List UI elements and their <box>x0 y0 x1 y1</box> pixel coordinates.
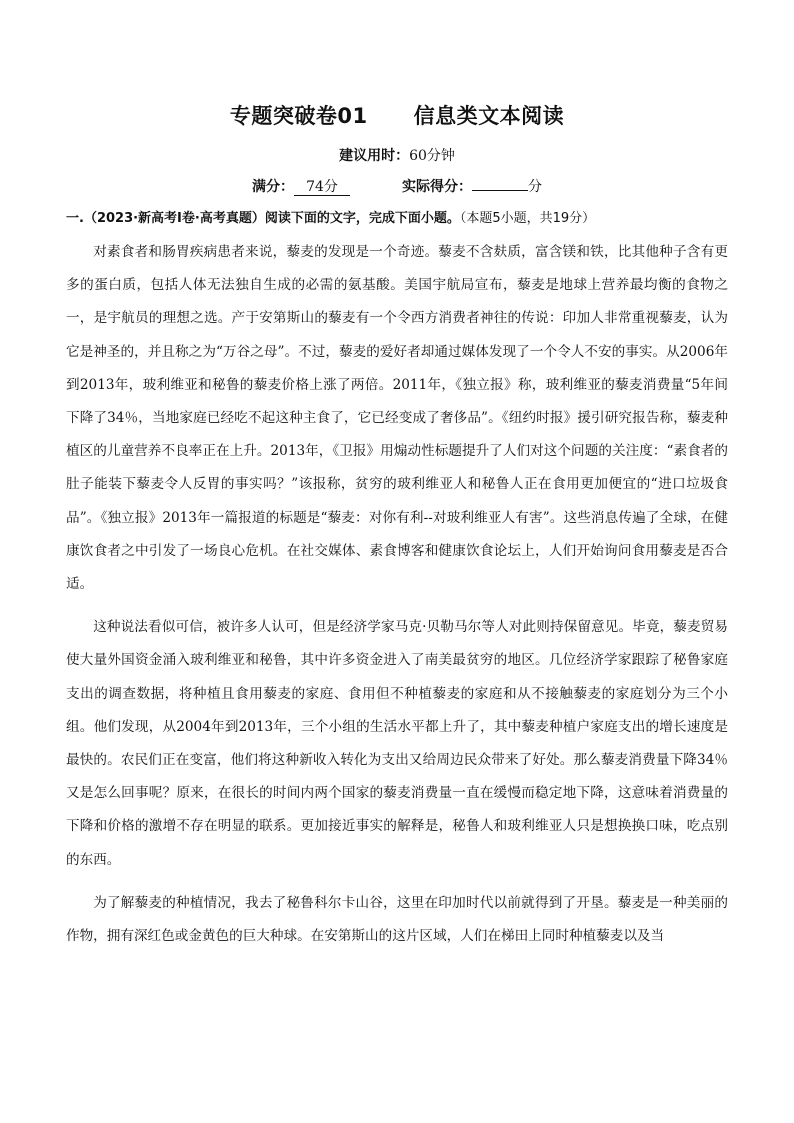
full-score-value: 74分 <box>294 179 350 196</box>
suggest-label: 建议用时： <box>339 148 410 164</box>
actual-score-unit: 分 <box>528 179 542 195</box>
actual-score-field[interactable] <box>472 190 528 191</box>
suggest-value: 60分钟 <box>409 148 455 164</box>
suggested-time <box>0 145 794 165</box>
paragraph-3: 为了解藜麦的种植情况，我去了秘鲁科尔卡山谷，这里在印加时代以前就得到了开垦。藜麦是一种美丽的作物，拥有深红色或金黄色的巨大种球。在安第斯山的这片区域，人们在梯田上同时种植藜麦以及当 <box>66 894 728 945</box>
full-score-label: 满分： <box>252 179 294 195</box>
paragraph-2: 这种说法看似可信，被许多人认可，但是经济学家马克·贝勒马尔等人对此则持保留意见。毕竟，藜麦贸易使大量外国资金涌入玻利维亚和秘鲁，其中许多资金进入了南美最贫穷的地区。几位经济学家跟踪了秘鲁家庭支出的调查数据，将种植且食用藜麦的家庭、食用但不种植藜麦的家庭和从不接触藜麦的家庭划分为三个小组。他们发现，从2004年到2013年，三个小组的生活水平都上升了，其中藜麦种植户家庭支出的增长速度是最快的。农民们正在变富，他们将这种新收入转化为支出又给周边民众带来了好处。那么藜麦消费量下降34％又是怎么回事呢？原来，在很长的时间内两个国家的藜麦消费量一直在缓慢而稳定地下降，这意味着消费量的下降和价格的激增不存在明显的联系。更加接近事实的解释是，秘鲁人和玻利维亚人只是想换换口味，吃点别的东西。 <box>66 619 728 868</box>
score-line <box>0 176 794 196</box>
reading-passage <box>66 236 728 963</box>
paragraph-1: 对素食者和肠胃疾病患者来说，藜麦的发现是一个奇迹。藜麦不含麸质，富含镁和铁，比其他种子含有更多的蛋白质，包括人体无法独自生成的必需的氨基酸。美国宇航局宣布，藜麦是地球上营养最均衡的食物之一，是宇航员的理想之选。产于安第斯山的藜麦有一个令西方消费者神往的传说：印加人非常重视藜麦，认为它是神圣的，并且称之为“万谷之母”。不过，藜麦的爱好者却通过媒体发现了一个令人不安的事实。从2006年到2013年，玻利维亚和秘鲁的藜麦价格上涨了两倍。2011年，《独立报》称，玻利维亚的藜麦消费量“5年间下降了34％，当地家庭已经吃不起这种主食了，它已经变成了奢侈品”。《纽约时报》援引研究报告称，藜麦种植区的儿童营养不良率正在上升。2013年，《卫报》用煽动性标题提升了人们对这个问题的关注度：“素食者的肚子能装下藜麦令人反胃的事实吗？”该报称，贫穷的玻利维亚人和秘鲁人正在食用更加便宜的“进口垃圾食品”。《独立报》2013年一篇报道的标题是“藜麦：对你有利--对玻利维亚人有害”。这些消息传遍了全球，在健康饮食者之中引发了一场良心危机。在社交媒体、素食博客和健康饮食论坛上，人们开始询问食用藜麦是否合适。 <box>66 244 728 593</box>
question-head-text: 一.（2023·新高考Ⅰ卷·高考真题）阅读下面的文字，完成下面小题。 <box>66 211 460 226</box>
page-title <box>0 100 794 130</box>
question-heading <box>66 207 746 226</box>
question-note: （本题5小题，共19分） <box>459 211 596 226</box>
title-left: 专题突破卷01 <box>229 104 368 128</box>
actual-score-label: 实际得分： <box>402 179 472 195</box>
title-right: 信息类文本阅读 <box>413 104 565 128</box>
